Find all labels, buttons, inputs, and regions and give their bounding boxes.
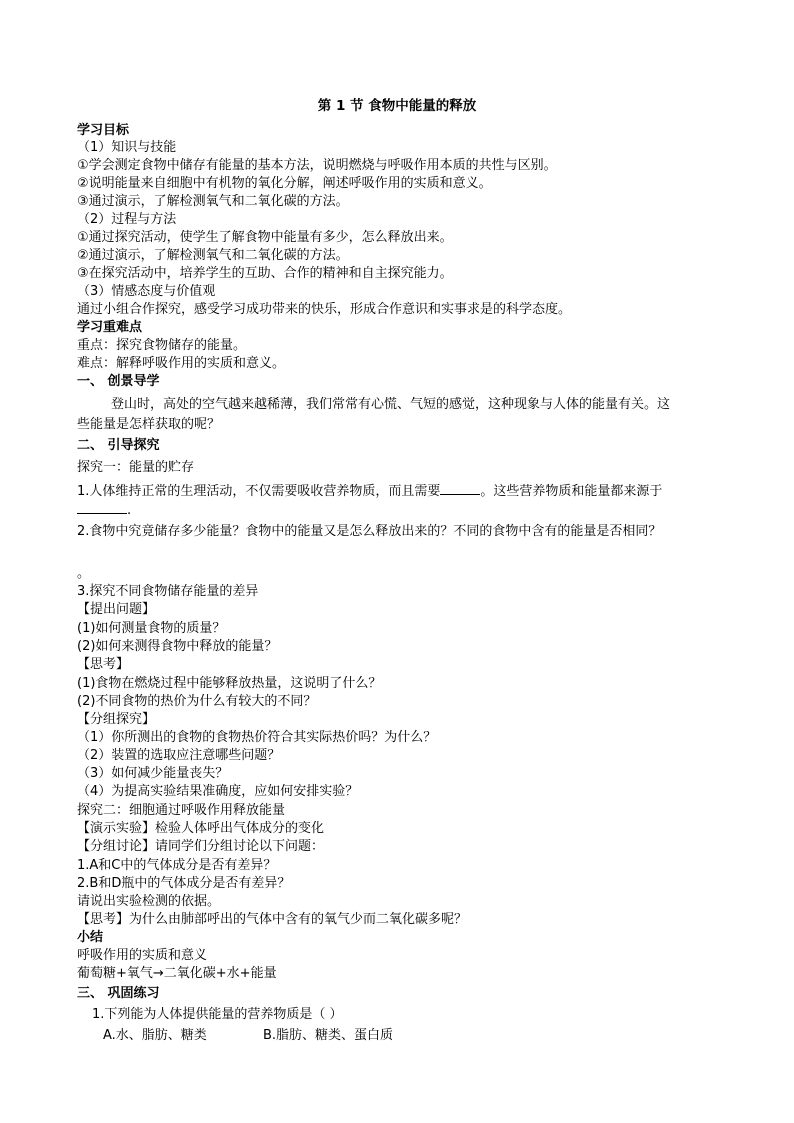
inquiry2-heading: 探究二：细胞通过呼吸作用释放能量 — [77, 803, 286, 818]
section1-heading: 一、 创景导学 — [77, 374, 160, 389]
think-question: 【思考】为什么由肺部呼出的气体中含有的氧气少而二氧化碳多呢？ — [77, 912, 468, 927]
inquiry1-heading: 探究一：能量的贮存 — [77, 460, 195, 475]
demo-experiment: 【演示实验】检验人体呼出气体成分的变化 — [77, 821, 325, 836]
objective-line: （2）过程与方法 — [77, 212, 177, 227]
summary-heading: 小结 — [77, 930, 104, 945]
question-1-end: . — [127, 503, 132, 518]
question-1-text-a: 1.人体维持正常的生理活动，不仅需要吸收营养物质，而且需要 — [77, 484, 441, 499]
ask-item: (2)如何来测得食物中释放的能量？ — [77, 639, 278, 654]
think-item: (1)食物在燃烧过程中能够释放热量，这说明了什么？ — [77, 676, 382, 691]
fill-blank-2[interactable] — [77, 500, 127, 514]
objective-line: ②通过演示，了解检测氧气和二氧化碳的方法。 — [77, 248, 349, 263]
fill-blank-1[interactable] — [440, 481, 480, 495]
option-b: B.脂肪、糖类、蛋白质 — [263, 1028, 394, 1043]
think-heading: 【思考】 — [77, 657, 130, 672]
option-a: A.水、脂肪、糖类 — [103, 1028, 207, 1043]
question-1-continuation — [77, 500, 131, 520]
discussion-item: 1.A和C中的气体成分是否有差异？ — [77, 858, 277, 873]
objective-line: （3）情感态度与价值观 — [77, 284, 216, 299]
think-item: (2)不同食物的热价为什么有较大的不同？ — [77, 694, 317, 709]
group-inquiry-heading: 【分组探究】 — [77, 712, 156, 727]
objective-line: ①通过探究活动，使学生了解食物中能量有多少，怎么释放出来。 — [77, 230, 453, 245]
objective-line: ①学会测定食物中储存有能量的基本方法，说明燃烧与呼吸作用本质的共性与区别。 — [77, 158, 557, 173]
ask-heading: 【提出问题】 — [77, 602, 156, 617]
group-inquiry-item: （3）如何减少能量丧失？ — [77, 766, 229, 781]
question-2-end: 。 — [77, 566, 91, 581]
key-points-heading: 学习重难点 — [77, 320, 143, 335]
ask-item: (1)如何测量食物的质量？ — [77, 621, 226, 636]
discussion-item: 请说出实验检测的依据。 — [77, 894, 221, 909]
section3-heading: 三、 巩固练习 — [77, 986, 160, 1001]
objective-line: ③通过演示，了解检测氧气和二氧化碳的方法。 — [77, 194, 349, 209]
discussion-item: 2.B和D瓶中的气体成分是否有差异？ — [77, 876, 291, 891]
group-inquiry-item: （4）为提高实验结果准确度，应如何安排实验？ — [77, 784, 359, 799]
group-inquiry-item: （2）装置的选取应注意哪些问题？ — [77, 748, 281, 763]
summary-equation: 葡萄糖+氧气→二氧化碳+水+能量 — [77, 966, 277, 981]
objective-line: ③在探究活动中，培养学生的互助、合作的精神和自主探究能力。 — [77, 266, 453, 281]
intro-paragraph-line2: 些能量是怎样获取的呢？ — [77, 417, 221, 432]
objective-line: （1）知识与技能 — [77, 140, 177, 155]
section2-heading: 二、 引导探究 — [77, 438, 160, 453]
summary-line: 呼吸作用的实质和意义 — [77, 948, 208, 963]
page-title: 第 1 节 食物中能量的释放 — [317, 98, 477, 114]
question-3: 3.探究不同食物储存能量的差异 — [77, 584, 259, 599]
group-inquiry-item: （1）你所测出的食物的食物热价符合其实际热价吗？为什么？ — [77, 730, 437, 745]
objective-line: 通过小组合作探究，感受学习成功带来的快乐，形成合作意识和实事求是的科学态度。 — [77, 302, 572, 317]
difficulty-point: 难点：解释呼吸作用的实质和意义。 — [77, 356, 286, 371]
question-1-text-b: 。这些营养物质和能量都来源于 — [480, 484, 663, 499]
question-2: 2.食物中究竟储存多少能量？食物中的能量又是怎么释放出来的？不同的食物中含有的能量是否相同？ — [77, 524, 662, 539]
intro-paragraph-line1: 登山时，高处的空气越来越稀薄，我们常常有心慌、气短的感觉，这种现象与人体的能量有关。这 — [111, 397, 671, 412]
key-point: 重点：探究食物储存的能量。 — [77, 338, 247, 353]
objective-line: ②说明能量来自细胞中有机物的氧化分解，阐述呼吸作用的实质和意义。 — [77, 176, 492, 191]
practice-question-1: 1.下列能为人体提供能量的营养物质是（ ） — [92, 1007, 343, 1022]
objectives-heading: 学习目标 — [77, 123, 130, 138]
group-discussion: 【分组讨论】请同学们分组讨论以下问题： — [77, 839, 325, 854]
question-1 — [77, 481, 662, 501]
